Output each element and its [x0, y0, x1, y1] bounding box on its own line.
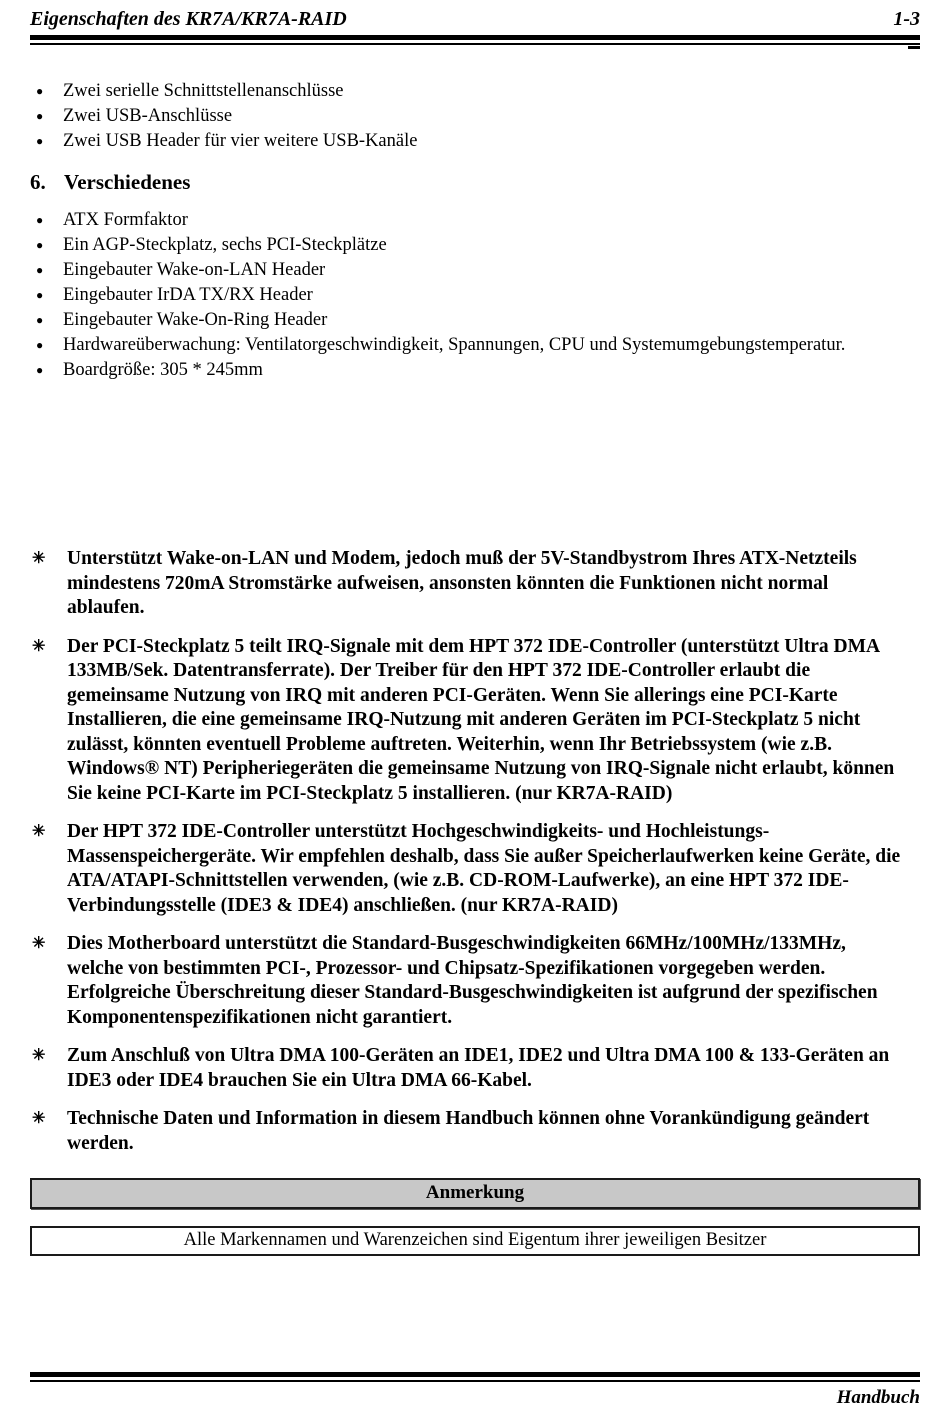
trademark-box-text: Alle Markennamen und Warenzeichen sind Eigentum ihrer jeweiligen Besitzer: [183, 1230, 767, 1250]
anmerkung-box-title: Anmerkung: [425, 1182, 525, 1203]
feature-list-top: [30, 79, 920, 154]
list-item-text: Eingebauter IrDA TX/RX Header: [63, 285, 313, 305]
list-item: [30, 129, 920, 154]
trademark-box: [30, 1226, 920, 1256]
list-item: [30, 208, 875, 233]
bullet-icon: ●: [36, 363, 44, 377]
header-artifact-mark: [908, 46, 920, 49]
notes-section: [30, 547, 920, 1156]
footer-label: Handbuch: [836, 1387, 920, 1408]
section-number: 6.: [30, 170, 46, 194]
feature-list-misc: [30, 208, 875, 383]
list-item-text: Hardwareüberwachung: Ventilatorgeschwindigkeit, Spannungen, CPU und Systemumgebungstemperatur.: [63, 335, 846, 355]
page-footer: [30, 1372, 920, 1410]
bullet-icon: ●: [36, 238, 44, 252]
page-header: [30, 6, 920, 32]
bullet-icon: ●: [36, 313, 44, 327]
list-item: [30, 233, 875, 258]
anmerkung-box: [30, 1178, 920, 1209]
list-item: [30, 358, 875, 383]
note-text: Der PCI-Steckplatz 5 teilt IRQ-Signale mit dem HPT 372 IDE-Controller (unterstützt Ultra DMA 133MB/Sek. Datentransferrate). Der Treiber für den HPT 372 IDE-Controller erlaubt die gemeinsame Nutzung von IRQ mit anderen PCI-Geräten. Wenn Sie allerings eine PCI-Karte Installieren, die eine gemeinsame IRQ-Nutzung mit anderen Geräten im PCI-Steckplatz 5 nicht zulässt, könnten eventuell Probleme auftreten. Weiterhin, wenn Ihr Betriebssystem (wie z.B. Windows® NT) Peripheriegeräten die gemeinsame Nutzung von IRQ-Signale nicht erlaubt, können Sie keine PCI-Karte im PCI-Steckplatz 5 installieren. (nur KR7A-RAID): [67, 635, 895, 804]
bullet-icon: ●: [36, 84, 44, 98]
asterisk-icon: ✳: [32, 935, 46, 952]
list-item: [30, 258, 875, 283]
note-text: Dies Motherboard unterstützt die Standard-Busgeschwindigkeiten 66MHz/100MHz/133MHz, welche von bestimmten PCI-, Prozessor- und Chipsatz-Spezifikationen vorgegeben werden. Erfolgreiche Überschreitung dieser Standard-Busgeschwindigkeiten ist aufgrund der spezifischen Komponentenspezifikationen nicht garantiert.: [67, 933, 878, 1028]
asterisk-icon: ✳: [32, 637, 46, 655]
bullet-icon: ●: [36, 263, 44, 277]
header-rule-thick: [30, 35, 920, 40]
list-item: [30, 283, 875, 308]
note-text: Der HPT 372 IDE-Controller unterstützt Hochgeschwindigkeits- und Hochleistungs-Massenspeichergeräte. Wir empfehlen deshalb, dass Sie außer Speicherlaufwerken keine Geräte, die ATA/ATAPI-Schnittstellen verwenden, (wie z.B. CD-ROM-Laufwerke), an eine HPT 372 IDE-Verbindungsstelle (IDE3 & IDE4) anschließen. (nur KR7A-RAID): [67, 821, 901, 916]
list-item: [30, 79, 920, 104]
asterisk-icon: ✳: [32, 1047, 46, 1064]
asterisk-icon: ✳: [32, 823, 46, 840]
list-item: [30, 333, 875, 358]
list-item-text: Zwei USB-Anschlüsse: [63, 106, 233, 126]
note-item: [30, 932, 920, 1030]
asterisk-icon: ✳: [32, 1110, 46, 1127]
bullet-icon: ●: [36, 134, 44, 148]
list-item-text: Zwei USB Header für vier weitere USB-Kanäle: [63, 131, 418, 151]
asterisk-icon: ✳: [32, 550, 46, 567]
note-item: [30, 635, 920, 807]
list-item-text: Boardgröße: 305 * 245mm: [63, 360, 263, 380]
bullet-icon: ●: [36, 288, 44, 302]
list-item-text: Eingebauter Wake-On-Ring Header: [63, 310, 328, 330]
list-item: [30, 104, 920, 129]
note-item: [30, 1044, 920, 1093]
header-rule-thin: [30, 43, 920, 45]
bullet-icon: ●: [36, 109, 44, 123]
footer-rule-thin: [30, 1380, 920, 1382]
list-item-text: Ein AGP-Steckplatz, sechs PCI-Steckplätze: [63, 235, 387, 255]
section-title: Verschiedenes: [64, 170, 191, 194]
section-heading: [30, 169, 920, 196]
note-item: [30, 1107, 920, 1156]
note-item: [30, 547, 920, 621]
page-number: 1-3: [893, 8, 920, 30]
page-header-title: Eigenschaften des KR7A/KR7A-RAID: [30, 8, 347, 30]
list-item: [30, 308, 875, 333]
note-text: Zum Anschluß von Ultra DMA 100-Geräten an IDE1, IDE2 und Ultra DMA 100 & 133-Geräten an IDE3 oder IDE4 brauchen Sie ein Ultra DMA 66-Kabel.: [67, 1045, 890, 1091]
note-text: Technische Daten und Information in diesem Handbuch können ohne Vorankündigung geändert werden.: [67, 1108, 870, 1154]
note-text: Unterstützt Wake-on-LAN und Modem, jedoch muß der 5V-Standbystrom Ihres ATX-Netzteils mindestens 720mA Stromstärke aufweisen, ansonsten könnten die Funktionen nicht normal ablaufen.: [67, 548, 857, 618]
bullet-icon: ●: [36, 213, 44, 227]
note-item: [30, 820, 920, 918]
list-item-text: Zwei serielle Schnittstellenanschlüsse: [63, 81, 344, 101]
bullet-icon: ●: [36, 338, 44, 352]
list-item-text: Eingebauter Wake-on-LAN Header: [63, 260, 326, 280]
footer-rule-thick: [30, 1372, 920, 1377]
list-item-text: ATX Formfaktor: [63, 210, 188, 230]
